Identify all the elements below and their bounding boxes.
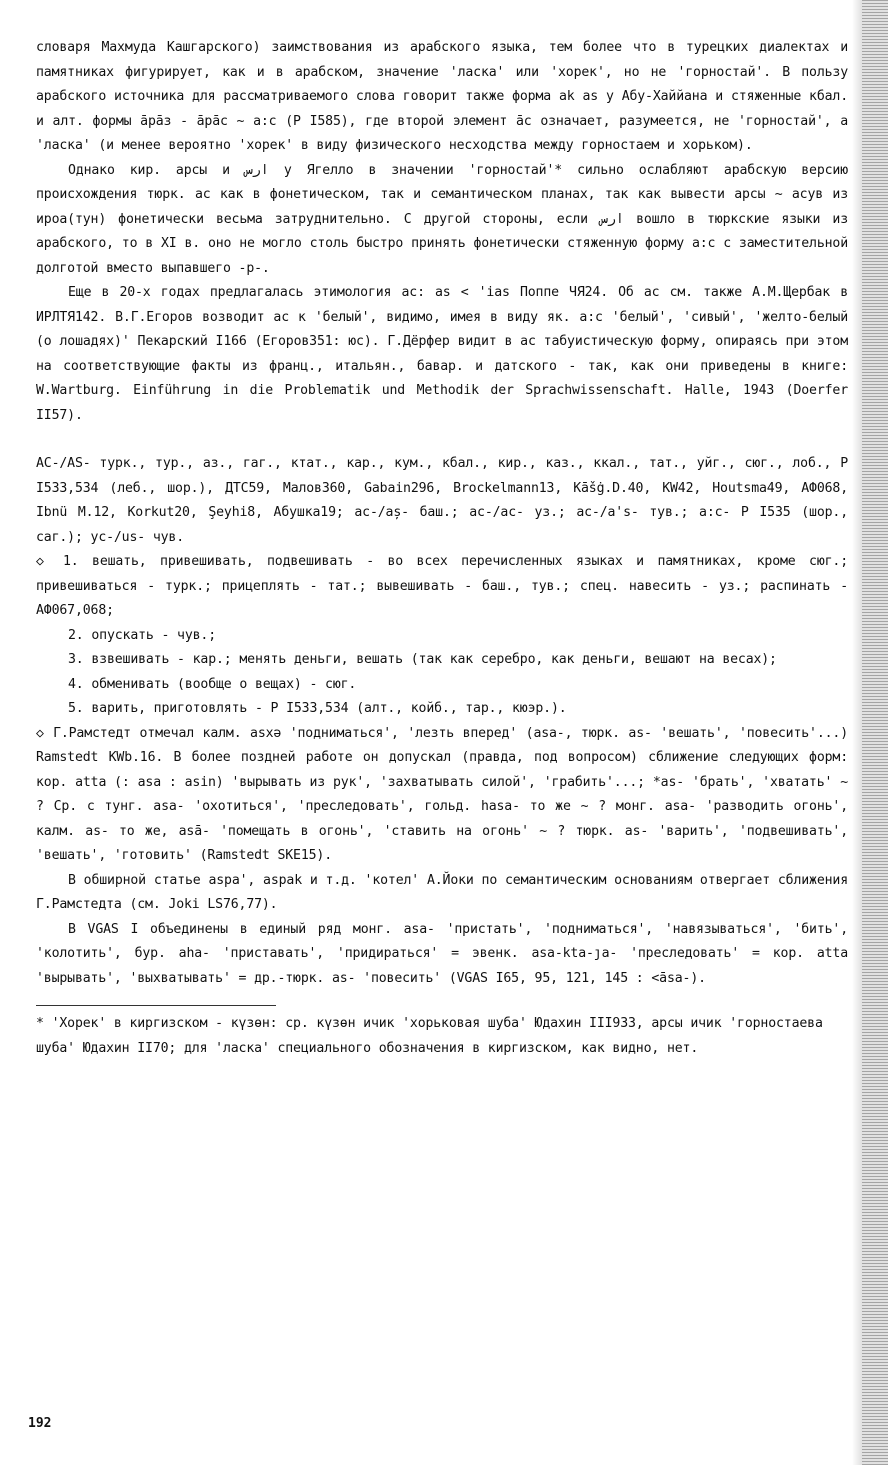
- meaning-3: 3. взвешивать - кар.; менять деньги, вешать (так как серебро, как деньги, вешают на весах);: [68, 652, 777, 667]
- meaning-4: 4. обменивать (вообще о вещах) - сюг.: [68, 676, 357, 692]
- page-number: 192: [28, 1416, 52, 1431]
- section-gap: [36, 428, 848, 452]
- footnote: * 'Хорек' в киргизском - күзөн: ср. күзөн ичик 'хорьковая шуба' Юдахин III933, арсы ичик 'горностаева шуба' Юдахин II70; для 'ласка' специального обозначения в киргизском, как видно, нет.: [36, 1016, 823, 1056]
- scan-edge: [862, 0, 888, 1465]
- meaning-1: ◇ 1. вешать, привешивать, подвешивать - во всех перечисленных языках и памятниках, кроме сюг.; привешиваться - турк.; прицеплять - тат.; вывешивать - баш., тув.; спец. навесить - уз.; распинать - АФ067,068;: [36, 554, 848, 618]
- paragraph-1: словаря Махмуда Кашгарского) заимствования из арабского языка, тем более что в турецких диалектах и памятниках фигурирует, как и в арабском, значение 'ласка' или 'хорек', но не 'горностай'. В пользу арабского источника для рассматриваемого слова говорит также форма ak as у Абу-Хаййана и стяженные кбал. и алт. формы а̄ра̄з - а̄ра̄с ~ а:с (Р I585), где второй элемент а̄с означает, разумеется, не 'горностай', а 'ласка' (и менее вероятно 'хорек' в виду физического несходства между горностаем и хорьком).: [36, 40, 848, 153]
- meaning-2: 2. опускать - чув.;: [68, 627, 217, 643]
- page-body: [36, 36, 848, 1061]
- paragraph-2: Однако кир. арсы и ارس у Ягелло в значении 'горностай'* сильно ослабляют арабскую версию происхождения тюрк. ас как в фонетическом, так и семантическом планах, так как вывести арсы ~ асув из ироа(тун) фонетически весьма затруднительно. С другой стороны, если ارس вошло в тюркские языки из арабского, то в XI в. оно не могло столь быстро принять фонетически стяженную форму а:с с заместительной долготой вместо выпавшего -р-.: [36, 162, 848, 276]
- comment-ramstedt: ◇ Г.Рамстедт отмечал калм. asxə 'подниматься', 'лезть вперед' (asa-, тюрк. as- 'вешать', 'повесить'...) Ramstedt KWb.16. В более поздней работе он допускал (правда, под вопросом) сближение следующих форм: кор. atta (: asa : asin) 'вырывать из рук', 'захватывать силой', 'грабить'...; *as- 'брать', 'хватать' ~ ? Ср. с тунг. asa- 'охотиться', 'преследовать', гольд. hasa- то же ~ ? монг. asa- 'разводить огонь', калм. as- то же, asā- 'помещать в огонь', 'ставить на огонь' ~ ? тюрк. as- 'варить', 'подвешивать', 'вешать', 'готовить' (Ramstedt SKE15).: [36, 725, 848, 863]
- meaning-5: 5. варить, приготовлять - Р I533,534 (алт., койб., тар., кюэр.).: [68, 701, 567, 716]
- footnote-divider: [36, 1005, 276, 1006]
- comment-vgas: В VGAS I объединены в единый ряд монг. asa- 'пристать', 'подниматься', 'навязываться', 'бить', 'колотить', бур. aha- 'приставать', 'придираться' = эвенк. asa-kta-ȷa- 'преследовать' = кор. atta 'вырывать', 'выхватывать' = др.-тюрк. as- 'повесить' (VGAS I65, 95, 121, 145 : <āsa-).: [36, 921, 848, 986]
- paragraph-3: Еще в 20-х годах предлагалась этимология ас: as < 'ias Поппе ЧЯ24. Об ас см. также А.М.Щербак в ИРЛТЯ142. В.Г.Егоров возводит ас к 'белый', видимо, имея в виду як. а:с 'белый', 'сивый', 'желто-белый (о лошадях)' Пекарский I166 (Егоров351: юс). Г.Дёрфер видит в ас табуистическую форму, опираясь при этом на соответствующие факты из франц., итальян., бавар. и датского - так, как они приведены в книге: W.Wartburg. Einführung in die Problematik und Methodik der Sprachwissenschaft. Halle, 1943 (Doerfer II57).: [36, 285, 848, 423]
- scan-shadow: [852, 0, 862, 1465]
- comment-joki: В обширной статье aspa', aspak и т.д. 'котел' А.Йоки по семантическим основаниям отвергает сближения Г.Рамстедта (см. Joki LS76,77).: [36, 872, 848, 912]
- dictionary-entry: [36, 452, 848, 991]
- entry-head: АС-/AS- турк., тур., аз., гаг., ктат., кар., кум., кбал., кир., каз., ккал., тат., уйг., сюг., лоб., Р I533,534 (леб., шор.), ДТС59, Малов360, Gabain296, Brockelmann13, Kāšġ.D.40, KW42, Houtsma49, АФ068, Ibnü M.12, Korkut20, Şeyhi8, Абушка19; ас-/аș- баш.; ас-/ас- уз.; ас-/а's- тув.; а:с- Р I535 (шор., саг.); ус-/us- чув.: [36, 456, 848, 545]
